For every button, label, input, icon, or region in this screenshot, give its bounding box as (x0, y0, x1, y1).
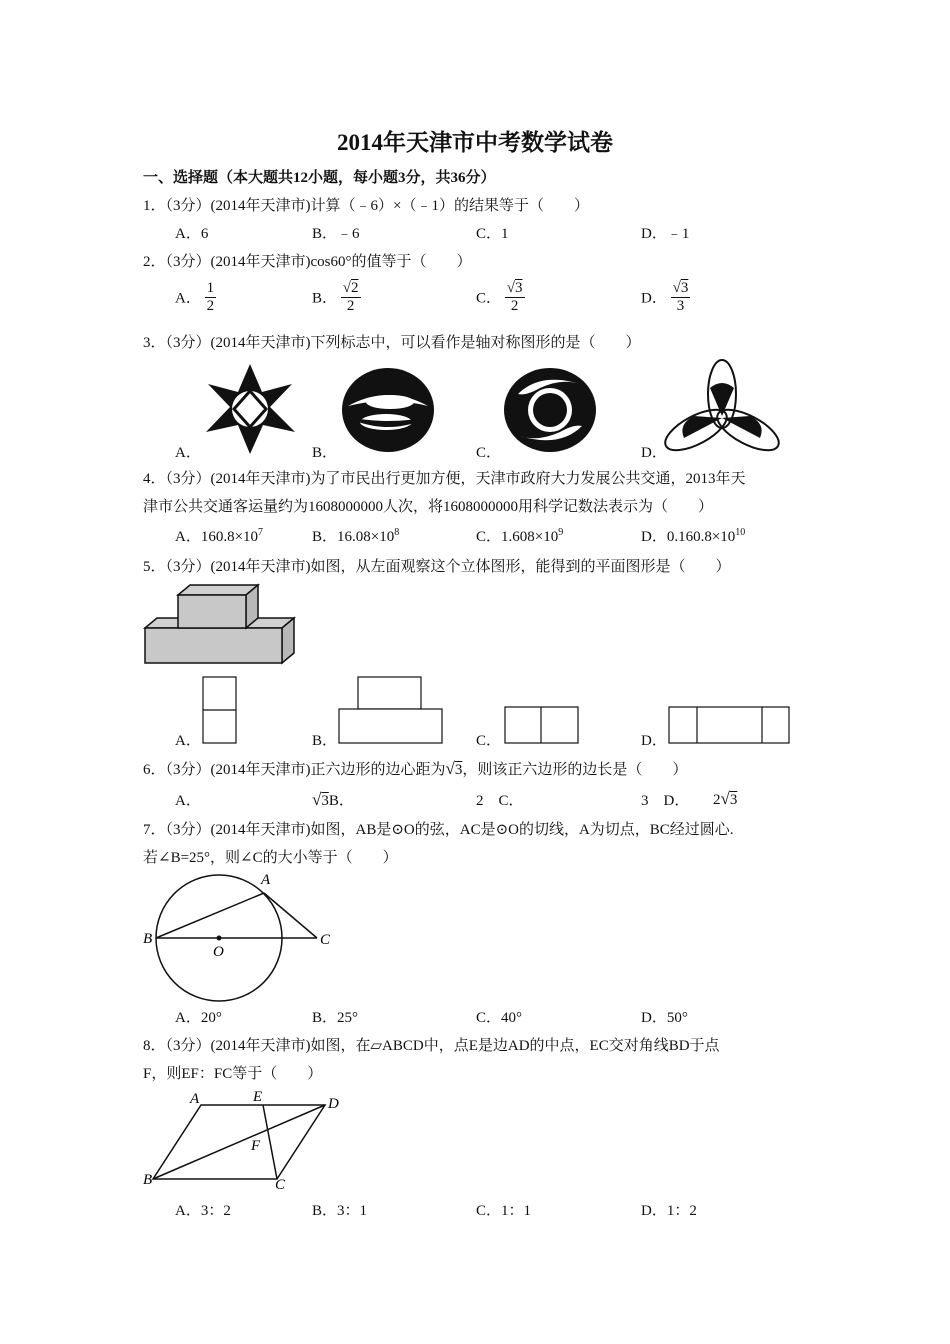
q5-view-b (338, 676, 444, 746)
q2-c-label: C． (476, 290, 502, 307)
q7-stem-line2: 若∠B=25°，则∠C的大小等于（ ） (143, 850, 398, 866)
q2-a-label: A． (175, 290, 201, 307)
q8-stem-line2: F，则EF：FC等于（ ） (143, 1066, 323, 1082)
q1-option-c[interactable]: C．1 (476, 226, 509, 242)
section-heading: 一、选择题（本大题共12小题，每小题3分，共36分） (143, 170, 496, 186)
q5-view-c (504, 706, 580, 746)
q7-option-d[interactable]: D．50° (641, 1010, 688, 1026)
q8-parallelogram-figure (143, 1087, 348, 1192)
q8-label-f: F (251, 1138, 261, 1154)
q5-option-d[interactable]: D． (641, 733, 667, 749)
q1-option-d[interactable]: D．﹣1 (641, 226, 690, 242)
q8-label-c: C (275, 1177, 286, 1193)
q1-option-a[interactable]: A．6 (175, 226, 209, 242)
q5-view-d (668, 706, 792, 746)
q4-option-b[interactable]: B．$16.08\times 10^8$ (312, 527, 400, 545)
q7-label-c: C (320, 932, 331, 948)
q7-option-a[interactable]: A．20° (175, 1010, 222, 1026)
q3-logo-c-circle (500, 364, 600, 456)
q7-label-a: A (261, 872, 271, 888)
q2-option-d[interactable] (641, 280, 690, 314)
q3-option-c[interactable]: C． (476, 445, 502, 461)
q2-b-fraction: $\frac{√2}{2}$ (342, 280, 359, 314)
q3-logo-d-petals (666, 358, 778, 456)
q2-option-a[interactable] (175, 280, 216, 314)
q2-d-fraction: $\frac{√3}{3}$ (672, 280, 689, 314)
q2-a-fraction: $\frac{1}{2}$ (206, 280, 215, 314)
q2-stem: 2．（3分）(2014年天津市)cos60°的值等于（ ） (143, 254, 472, 270)
q8-option-b[interactable]: B．3：1 (312, 1203, 368, 1219)
q7-option-b[interactable]: B．25° (312, 1010, 359, 1026)
q8-label-d: D (328, 1096, 339, 1112)
q8-label-a: A (190, 1091, 200, 1107)
q5-view-a (202, 676, 238, 746)
q1-option-b[interactable]: B．﹣6 (312, 226, 360, 242)
q1-stem: 1．（3分）(2014年天津市)计算（﹣6）×（﹣1）的结果等于（ ） (143, 198, 589, 214)
q2-d-label: D． (641, 290, 667, 307)
q4-stem-line1: 4．（3分）(2014年天津市)为了市民出行更加方便，天津市政府大力发展公共交通，2013年天 (143, 471, 746, 487)
q5-option-b[interactable]: B． (312, 733, 338, 749)
q7-label-o: O (213, 944, 224, 960)
q3-logo-a-star (200, 362, 300, 457)
q3-option-d[interactable]: D． (641, 445, 667, 461)
q8-stem-line1: 8．（3分）(2014年天津市)如图，在▱ABCD中，点E是边AD的中点，EC交对角线BD于点 (143, 1038, 720, 1054)
q3-logo-b-rings (338, 364, 438, 456)
q2-c-fraction: $\frac{√3}{2}$ (506, 280, 523, 314)
q7-circle-figure (143, 870, 333, 1010)
q2-option-c[interactable] (476, 280, 525, 314)
q7-option-c[interactable]: C．40° (476, 1010, 523, 1026)
q3-option-b[interactable]: B． (312, 445, 338, 461)
q6-option-c-value[interactable]: 3 D． (641, 793, 690, 809)
q4-option-a[interactable]: A．$160.8\times 10^7$ (175, 527, 264, 545)
q3-stem: 3．（3分）(2014年天津市)下列标志中，可以看作是轴对称图形的是（ ） (143, 335, 641, 351)
q4-option-d[interactable]: D．$0.160.8\times 10^{10}$ (641, 527, 746, 545)
q7-label-b: B (143, 931, 153, 947)
q8-label-b: B (143, 1172, 153, 1188)
q6-stem: 6．（3分）(2014年天津市)正六边形的边心距为√3，则该正六边形的边长是（ ） (143, 759, 688, 778)
q6-option-a-value[interactable]: √3B． (312, 790, 354, 809)
q3-option-a[interactable]: A． (175, 445, 201, 461)
q5-option-c[interactable]: C． (476, 733, 502, 749)
q6-option-a-label[interactable]: A． (175, 793, 201, 809)
q5-solid-figure (143, 583, 298, 665)
q8-option-a[interactable]: A．3：2 (175, 1203, 231, 1219)
q4-option-c[interactable]: C．$1.608\times 10^9$ (476, 527, 564, 545)
page-title: 2014年天津市中考数学试卷 (337, 130, 613, 155)
q7-stem-line1: 7．（3分）(2014年天津市)如图，AB是⊙O的弦，AC是⊙O的切线，A为切点，BC经过圆心. (143, 822, 734, 838)
q6-option-d-value[interactable]: 2√3 (713, 789, 738, 808)
q8-label-e: E (253, 1089, 263, 1105)
q5-stem: 5．（3分）(2014年天津市)如图，从左面观察这个立体图形，能得到的平面图形是（ ） (143, 559, 731, 575)
q4-stem-line2: 津市公共交通客运量约为1608000000人次，将1608000000用科学记数法表示为（ ） (143, 499, 714, 515)
q5-option-a[interactable]: A． (175, 733, 201, 749)
q2-b-label: B． (312, 290, 338, 307)
q8-option-d[interactable]: D．1：2 (641, 1203, 697, 1219)
q8-option-c[interactable]: C．1：1 (476, 1203, 532, 1219)
q2-option-b[interactable] (312, 280, 361, 314)
q6-option-b-value[interactable]: 2 C． (476, 793, 524, 809)
